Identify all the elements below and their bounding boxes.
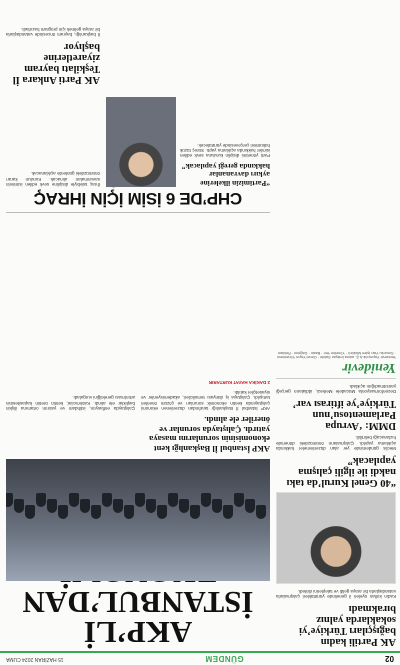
bottom-story-body: İl başkanlığı, bayram öncesinde vatandaşlarla bir araya gelmek için program hazırladı. bbox=[6, 26, 100, 37]
crowd-figure bbox=[36, 493, 46, 507]
side-portrait bbox=[276, 492, 396, 584]
masthead-box bbox=[276, 350, 396, 379]
side-story-1-title: AK Partili kadın bağışçıları Türkiye’yi sokaklarda yalnız bırakmadı bbox=[299, 603, 396, 647]
chp-body-2: İhraç talebiyle disipline sevk edilen isimlerin savunmaları alınacak. Kurulun kararı önümüzdeki günlerde açıklanacak. bbox=[6, 171, 100, 187]
crowd-figure bbox=[168, 493, 178, 507]
lead-highlight: 2 DAKİKA HAYAT KURTARIR bbox=[208, 380, 270, 386]
crowd-figure bbox=[245, 499, 255, 513]
hero-photo bbox=[6, 459, 270, 581]
side-story-3-body: Dezenformasyonla Mücadele Merkezi, iddiaların gerçeği yansıtmadığını açıkladı. bbox=[276, 383, 396, 394]
newspaper-logo: Yenidevir bbox=[342, 360, 396, 376]
crowd-figure bbox=[135, 493, 145, 507]
bottom-story-title: AK Parti Ankara İl Teşkilatı bayram ziyaretlerine başlıyor bbox=[12, 41, 100, 85]
lead-body-2: Çalıştayda enflasyon, istihdam ve yatırım ortamına ilişkin başlıklar ele alındı. Katılımcılar, kentin üretim kapasitesinin artırılması gerektiğini vurguladı. bbox=[6, 395, 135, 411]
issue-date: 15 HAZİRAN 2024 CUMA bbox=[6, 656, 64, 662]
chp-story-col2 bbox=[6, 167, 100, 187]
crowd-figure bbox=[124, 505, 134, 519]
bottom-story bbox=[6, 22, 100, 85]
crowd-figure bbox=[113, 499, 123, 513]
crowd-figure bbox=[25, 505, 35, 519]
crowd-figure bbox=[157, 505, 167, 519]
crowd-figure bbox=[6, 493, 13, 507]
crowd-figure bbox=[58, 505, 68, 519]
page-header bbox=[0, 651, 400, 665]
crowd-figure bbox=[179, 499, 189, 513]
crowd-figure bbox=[47, 499, 57, 513]
lead-story bbox=[6, 376, 270, 453]
crowd-figure bbox=[234, 493, 244, 507]
side-story-2-body: Meclis gündeminde yer alan düzenlemeler hakkında açıklama yapıldı. Çalışmaların önümüzdeki dönemde hızlanacağı belirtildi. bbox=[276, 435, 396, 452]
crowd-figure bbox=[146, 499, 156, 513]
side-story-1-body: Kadın kolları üyeleri il genelinde yürüttükleri çalışmalarla vatandaşlarla bir araya geldi ve taleplerini dinledi. bbox=[276, 588, 396, 599]
crowd-figure bbox=[190, 505, 200, 519]
chp-body-1: Parti yönetimi disiplin kuruluna sevk edilen isimler hakkında açıklama yaptı. Süreç tüzük hükümleri çerçevesinde yürütülecek. bbox=[180, 142, 270, 159]
crowd-figure bbox=[80, 499, 90, 513]
crowd-figure bbox=[212, 499, 222, 513]
chp-quote: “Partimizin ilkelerine aykırı davrananlar hakkında gereği yapılacak” bbox=[181, 162, 270, 188]
crowd-figure bbox=[201, 493, 211, 507]
page-number: 02 bbox=[385, 654, 394, 664]
crowd-figure bbox=[256, 505, 266, 519]
crowd-figure bbox=[14, 499, 24, 513]
section-name: GÜNDEM bbox=[205, 654, 244, 664]
crowd-figure bbox=[69, 493, 79, 507]
crowd-figure bbox=[223, 505, 233, 519]
lead-subhead: AKP İstanbul İl Başkanlığı kent ekonomisinin sorunlarını masaya yatırdı. Çalıştayda sorunlar ve öneriler ele alındı. bbox=[149, 415, 270, 454]
lead-body-1: AKP İstanbul İl Başkanlığı tarafından düzenlenen ekonomi çalıştayında kentin ekonomik sorunları ve çözüm önerileri tartışıldı. Çalıştaya iş dünyası temsilcileri, akademisyenler ve siyasetçiler katıldı. bbox=[141, 389, 270, 411]
side-story-2-title: “40 Genel Kurul’da takı nakdi ile ilgili çalışma yapılacak” bbox=[286, 455, 396, 489]
chp-story-col1 bbox=[180, 138, 270, 187]
left-sidebar bbox=[276, 350, 396, 647]
crowd-figure bbox=[91, 505, 101, 519]
crowd-figure bbox=[102, 493, 112, 507]
side-story-3-title: DMM: ‘Avrupa Parlamentosu’nun Türkiye’ye iftirası var’ bbox=[292, 397, 396, 431]
chp-headline: CHP’DE 6 İSİM İÇİN İHRAÇ bbox=[6, 168, 270, 213]
main-headline: AKP’Lİ İSTANBUL’DAN bbox=[22, 585, 254, 650]
imprint-text: Yenidevir Yayıncılık A.Ş. adına İmtiyaz Sahibi · Genel Yayın Yönetmeni · Sorumlu Yazı İşleri Müdürü · Yönetim Yeri · Baskı · Dağıtım · Reklam bbox=[277, 350, 396, 360]
chp-portrait bbox=[106, 97, 176, 187]
